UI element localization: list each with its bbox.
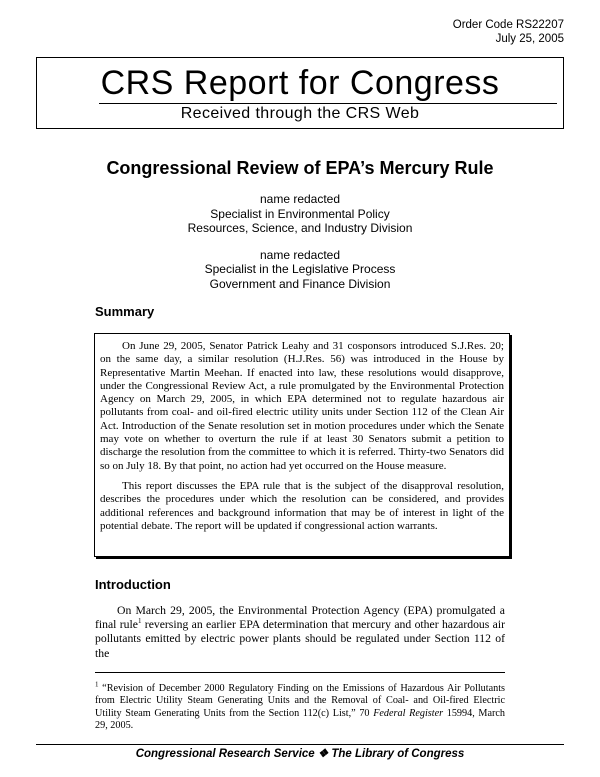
report-date: July 25, 2005 [495,33,564,45]
summary-paragraph: On June 29, 2005, Senator Patrick Leahy and 31 cosponsors introduced S.J.Res. 20; on the same day, a similar resolution (H.J.Res. 56) was introduced in the House by Representative Martin Meehan. If enacted into law, these resolutions would disapprove, under the Congressional Review Act, a rule promulgated by the Environmental Protection Agency on March 29, 2005, in which EPA determined not to regulate hazardous air pollutants from coal- and oil-fired electric utility units under Section 112 of the Clean Air Act. Introduction of the Senate resolution set in motion procedures under which the Senate may vote on whether to overturn the rule if at least 30 Senators submit a petition to discharge the resolution from the committee to which it is referred. Thirty-two Senators did so on July 18. By that point, no action had yet occurred on the House measure. [100,340,504,472]
author-role: Specialist in Environmental Policy [210,206,390,221]
masthead-title: CRS Report for Congress [100,64,500,102]
summary-paragraph: This report discusses the EPA rule that is the subject of the disapproval resolution, describes the procedures under which the resolution can be considered, and provides additional references and background information that may be of interest in light of the potential debate. The report will be updated if congressional action warrants. [100,479,504,532]
footnote-text: 15994, March 29, 2005. [95,707,505,732]
masthead-box [36,57,564,129]
order-code-block [453,18,564,46]
author-name: name redacted [259,247,341,262]
introduction-heading: Introduction [95,577,171,592]
footer-divider [36,744,564,745]
author-role: Specialist in the Legislative Process [204,262,396,276]
author-block [0,192,600,291]
intro-text: reversing an earlier EPA determination that mercury and other hazardous air pollutants emitted by electric power plants should be regulated under Section 112 of the [95,618,506,660]
page-footer: Congressional Research Service ❖ The Library of Congress [135,748,465,760]
author-division: Government and Finance Division [209,276,391,291]
footnote-divider [95,672,505,673]
footnote [95,680,505,733]
summary-heading: Summary [95,304,155,319]
order-code: Order Code RS22207 [452,19,564,31]
masthead-subtitle: Received through the CRS Web [180,105,420,122]
author-division: Resources, Science, and Industry Division [187,221,413,235]
footnote-mark: 1 [95,680,99,689]
introduction-paragraph [95,604,505,661]
author-name: name redacted [259,192,341,206]
summary-box [94,333,510,557]
intro-text: On March 29, 2005, the Environmental Protection Agency (EPA) promulgated a final rule [95,604,505,632]
report-title: Congressional Review of EPA’s Mercury Rule [106,158,494,178]
footnote-text: “Revision of December 2000 Regulatory Finding on the Emissions of Hazardous Air Pollutants from Electric Utility Steam Generating Units and the Removal of Coal- and Oil-fired Electric Utility Steam Generating Units from the Section 112(c) List,” 70 [95,683,505,719]
footnote-journal: Federal Register [373,707,444,719]
masthead-rule [99,103,557,104]
footnote-reference[interactable]: 1 [137,617,142,626]
